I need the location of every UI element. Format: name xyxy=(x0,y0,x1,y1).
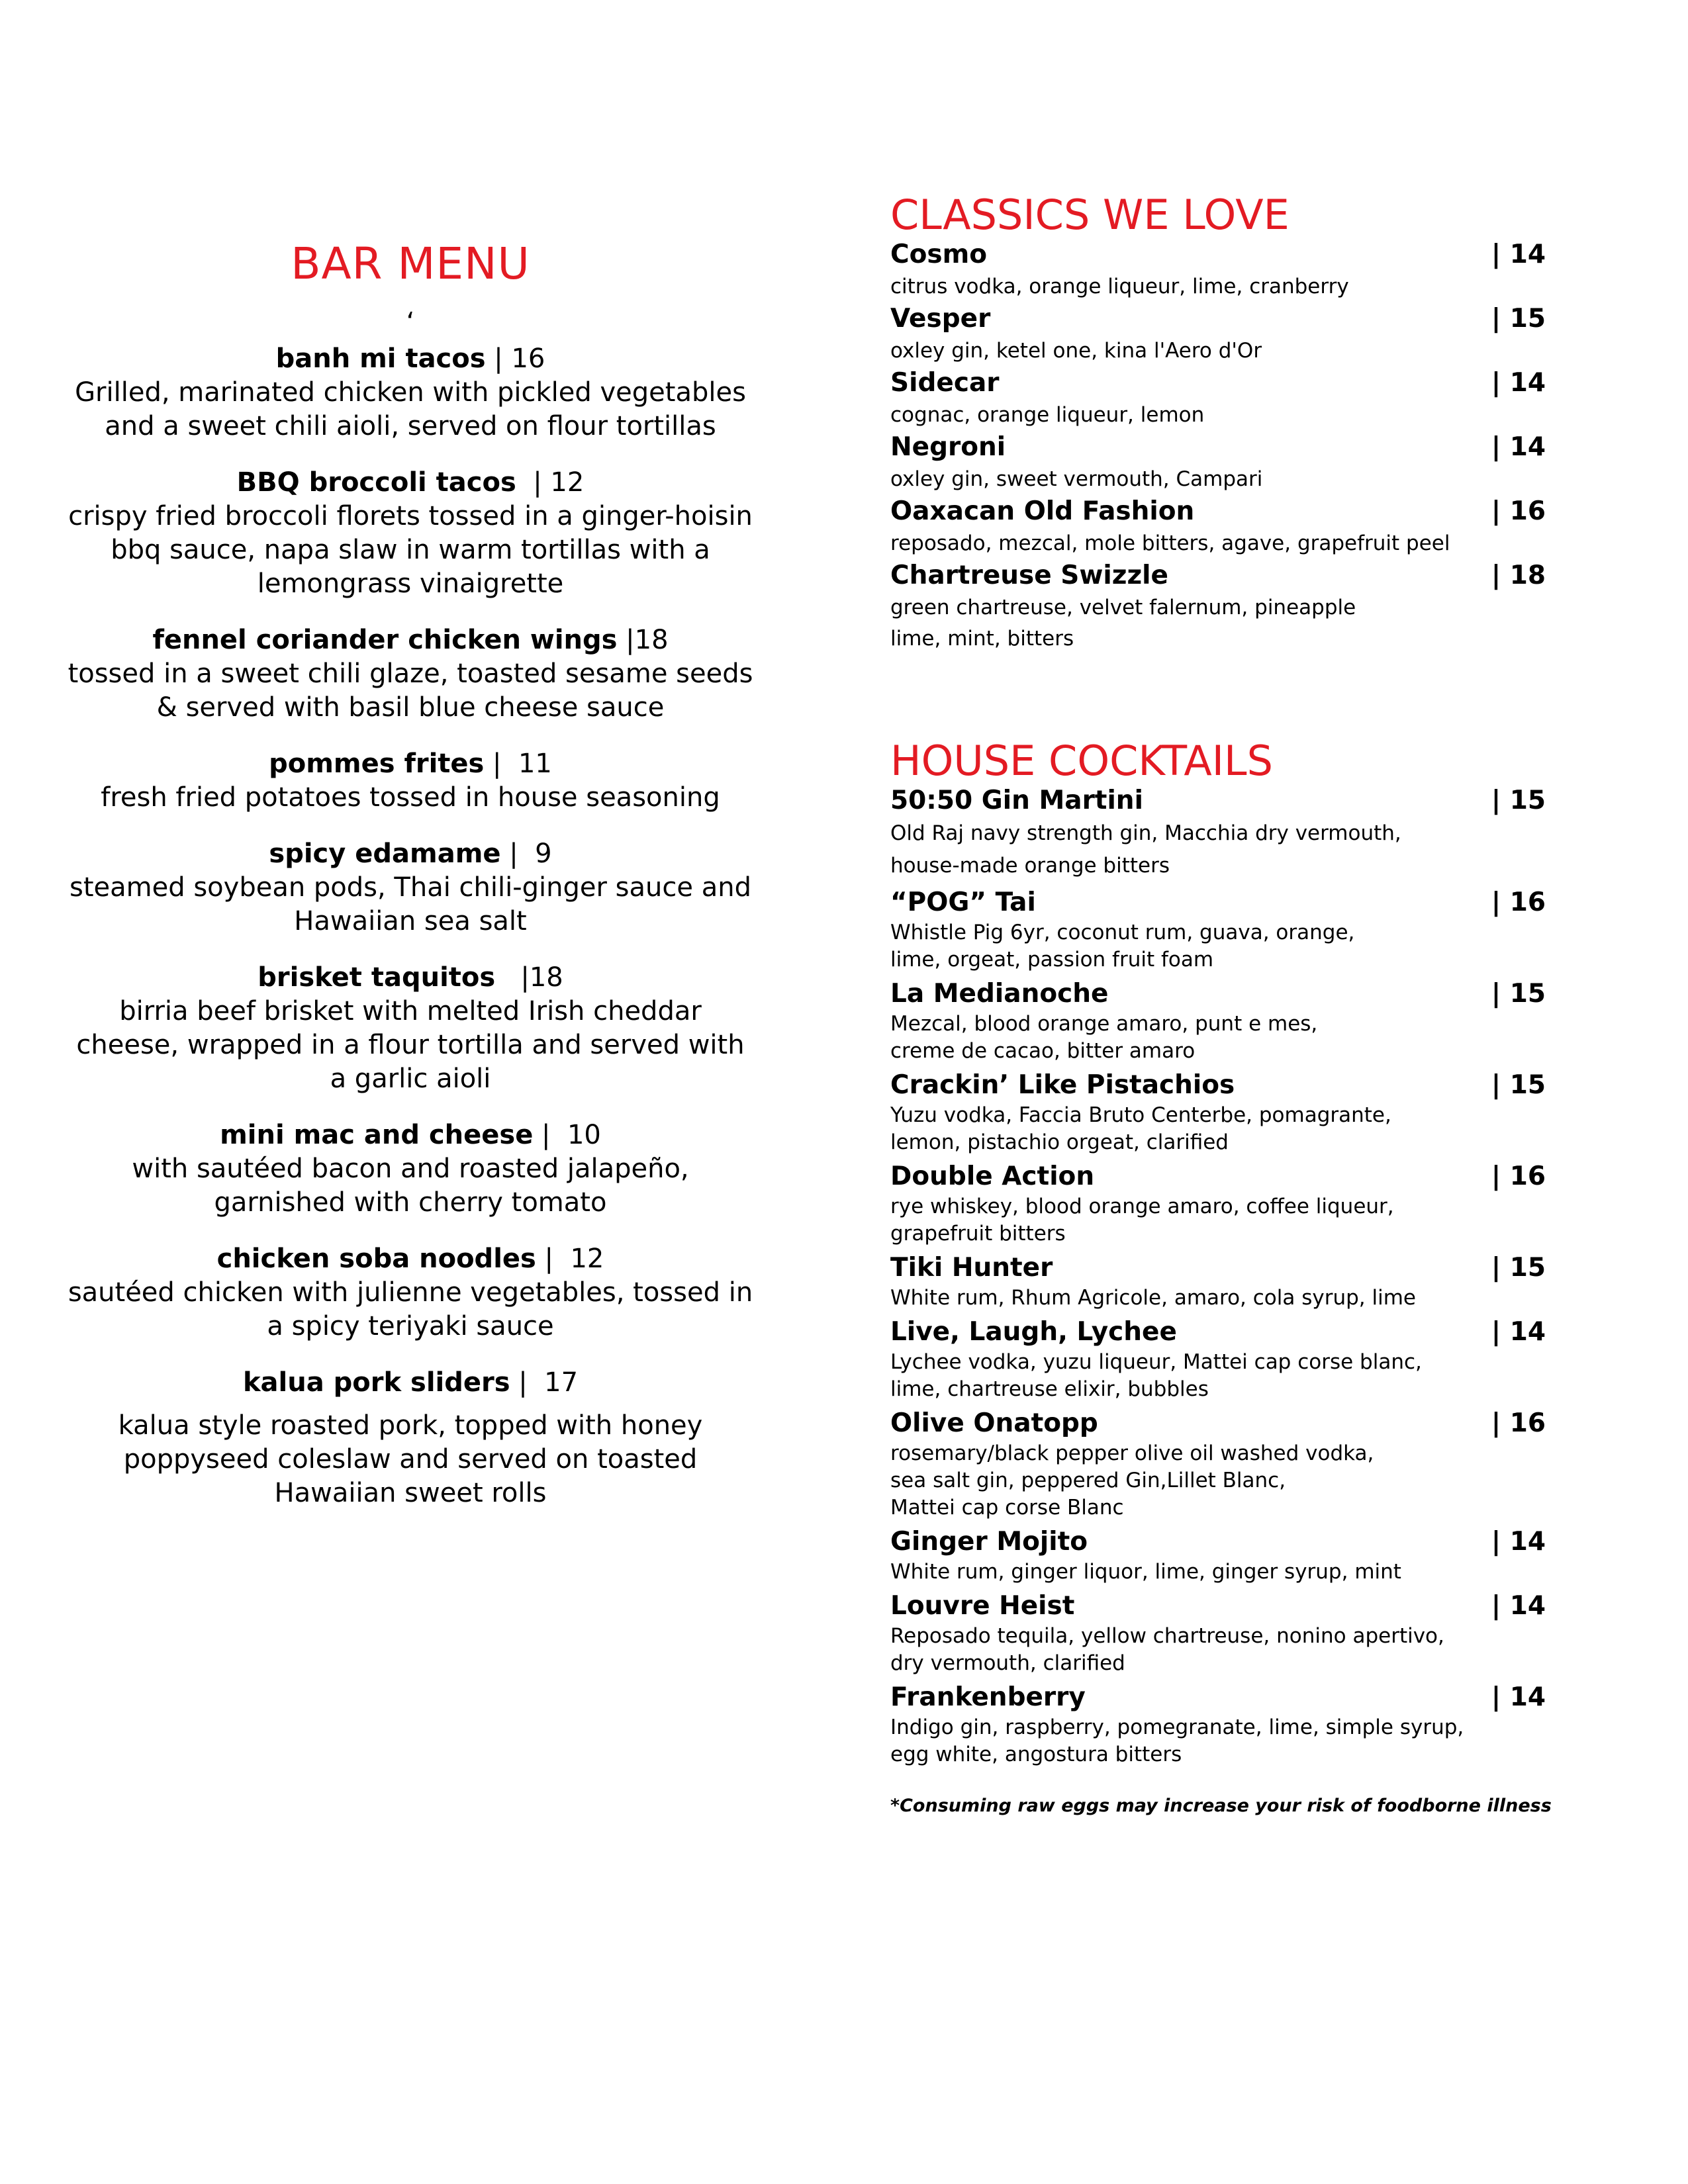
drink-description: cognac, orange liqueur, lemon xyxy=(890,403,1205,427)
drink-description: Indigo gin, raspberry, pomegranate, lime, simple syrup, egg white, angostura bitters xyxy=(890,1715,1464,1766)
food-list xyxy=(66,342,755,1510)
food-item-description: with sautéed bacon and roasted jalapeño, garnished with cherry tomato xyxy=(132,1154,689,1218)
drink-price: | 15 xyxy=(1491,1070,1546,1100)
food-item-description: sautéed chicken with julienne vegetables, tossed in a spicy teriyaki sauce xyxy=(68,1277,753,1342)
drink-description: Mezcal, blood orange amaro, punt e mes, creme de cacao, bitter amaro xyxy=(890,1012,1318,1063)
food-item-description: crispy fried broccoli florets tossed in a ginger-hoisin bbq sauce, napa slaw in warm tortillas with a lemongrass vinaigrette xyxy=(68,501,753,599)
drink-item xyxy=(890,495,1546,559)
food-item-description: birria beef brisket with melted Irish cheddar cheese, wrapped in a flour tortilla and served with a garlic aioli xyxy=(76,996,745,1094)
drink-name: Louvre Heist xyxy=(890,1591,1075,1621)
food-item-description: kalua style roasted pork, topped with honey poppyseed coleslaw and served on toasted Hawaiian sweet rolls xyxy=(118,1410,703,1508)
drink-name: Crackin’ Like Pistachios xyxy=(890,1070,1235,1100)
food-item xyxy=(66,837,755,938)
drink-price: | 18 xyxy=(1491,561,1546,590)
drink-item xyxy=(890,431,1546,495)
drink-description: Yuzu vodka, Faccia Bruto Centerbe, pomagrante, lemon, pistachio orgeat, clarified xyxy=(890,1103,1391,1154)
food-item xyxy=(66,623,755,725)
bar-menu-title: BAR MENU xyxy=(291,238,530,289)
food-item-price: 12 xyxy=(550,467,585,498)
drink-item xyxy=(890,1590,1546,1677)
food-item-header xyxy=(66,1118,755,1152)
food-item-separator: | xyxy=(533,1120,567,1150)
drink-description: Lychee vodka, yuzu liqueur, Mattei cap corse blanc, lime, chartreuse elixir, bubbles xyxy=(890,1350,1422,1401)
food-item xyxy=(66,747,755,815)
food-item-header xyxy=(66,342,755,376)
drink-name: Cosmo xyxy=(890,240,988,269)
drink-description: oxley gin, sweet vermouth, Campari xyxy=(890,467,1263,491)
food-item-name: mini mac and cheese xyxy=(220,1120,534,1150)
food-item-header xyxy=(66,961,755,995)
drink-item xyxy=(890,1069,1546,1156)
food-item-separator: | xyxy=(485,343,512,374)
drink-price: | 15 xyxy=(1491,979,1546,1009)
food-item-separator: | xyxy=(484,749,518,779)
food-item-description: steamed soybean pods, Thai chili-ginger sauce and Hawaiian sea salt xyxy=(70,872,751,936)
drink-description: White rum, Rhum Agricole, amaro, cola syrup, lime xyxy=(890,1286,1416,1310)
food-item-header xyxy=(66,466,755,500)
drink-price: | 14 xyxy=(1491,1317,1546,1347)
drink-description: citrus vodka, orange liqueur, lime, cranberry xyxy=(890,275,1349,298)
drink-name: Ginger Mojito xyxy=(890,1527,1088,1557)
drink-price: | 16 xyxy=(1491,1161,1546,1191)
drink-price: | 14 xyxy=(1491,368,1546,398)
drink-description: Whistle Pig 6yr, coconut rum, guava, orange, lime, orgeat, passion fruit foam xyxy=(890,921,1355,972)
drink-name: Negroni xyxy=(890,432,1006,462)
food-item-description: tossed in a sweet chili glaze, toasted sesame seeds & served with basil blue cheese sauce xyxy=(68,659,753,723)
food-item-name: pommes frites xyxy=(269,749,485,779)
drink-description: reposado, mezcal, mole bitters, agave, grapefruit peel xyxy=(890,531,1450,555)
food-item-price: 16 xyxy=(511,343,545,374)
drink-price: | 15 xyxy=(1491,1253,1546,1283)
drink-name: Tiki Hunter xyxy=(890,1253,1053,1283)
drink-item xyxy=(890,886,1546,974)
drink-item xyxy=(890,784,1546,882)
drink-item xyxy=(890,238,1546,302)
drink-price: | 16 xyxy=(1491,887,1546,917)
food-item-name: chicken soba noodles xyxy=(216,1244,536,1274)
drink-price: | 16 xyxy=(1491,496,1546,526)
drink-price: | 15 xyxy=(1491,304,1546,334)
food-item-description: Grilled, marinated chicken with pickled vegetables and a sweet chili aioli, served on flour tortillas xyxy=(75,377,746,441)
food-item-separator: | xyxy=(536,1244,571,1274)
drink-name: La Medianoche xyxy=(890,979,1109,1009)
food-item xyxy=(66,342,755,443)
drink-item xyxy=(890,1525,1546,1586)
food-item-name: brisket taquitos xyxy=(258,962,496,993)
raw-egg-footnote: *Consuming raw eggs may increase your risk of foodborne illness xyxy=(890,1796,1552,1816)
drink-description: Reposado tequila, yellow chartreuse, nonino apertivo, dry vermouth, clarified xyxy=(890,1624,1444,1675)
food-item-separator: | xyxy=(510,1367,545,1398)
drink-name: Sidecar xyxy=(890,368,1000,398)
drink-name: “POG” Tai xyxy=(890,887,1036,917)
food-item-price: 18 xyxy=(529,962,563,993)
drink-name: Frankenberry xyxy=(890,1682,1086,1712)
food-item-separator: | xyxy=(500,839,536,869)
drink-description: rye whiskey, blood orange amaro, coffee liqueur, grapefruit bitters xyxy=(890,1195,1394,1246)
drink-price: | 14 xyxy=(1491,432,1546,462)
drink-name: Oaxacan Old Fashion xyxy=(890,496,1195,526)
food-item-header xyxy=(66,747,755,781)
food-item-name: banh mi tacos xyxy=(275,343,486,374)
drink-item xyxy=(890,302,1546,367)
food-item xyxy=(66,961,755,1096)
drink-name: Live, Laugh, Lychee xyxy=(890,1317,1177,1347)
drink-item xyxy=(890,1407,1546,1522)
food-item-price: 12 xyxy=(570,1244,604,1274)
drink-price: | 14 xyxy=(1491,240,1546,269)
drink-item xyxy=(890,559,1546,655)
classics-list xyxy=(890,238,1546,655)
food-item xyxy=(66,1242,755,1343)
drink-item xyxy=(890,1160,1546,1248)
food-menu xyxy=(66,238,755,1510)
food-item-header xyxy=(66,1242,755,1276)
drink-name: 50:50 Gin Martini xyxy=(890,786,1143,815)
drink-item xyxy=(890,1316,1546,1403)
food-item-price: 17 xyxy=(544,1367,579,1398)
food-item xyxy=(66,466,755,601)
drink-price: | 14 xyxy=(1491,1591,1546,1621)
drink-item xyxy=(890,367,1546,431)
food-item-name: BBQ broccoli tacos xyxy=(236,467,516,498)
food-item-header xyxy=(66,1366,755,1400)
house-cocktails-list xyxy=(890,784,1546,1768)
drink-name: Olive Onatopp xyxy=(890,1408,1098,1438)
food-item-price: 18 xyxy=(634,625,669,655)
food-item-price: 10 xyxy=(567,1120,601,1150)
drink-price: | 14 xyxy=(1491,1527,1546,1557)
drink-description: rosemary/black pepper olive oil washed vodka, sea salt gin, peppered Gin,Lillet Blanc, Mattei cap corse Blanc xyxy=(890,1441,1374,1520)
drink-description: Old Raj navy strength gin, Macchia dry vermouth, house-made orange bitters xyxy=(890,821,1401,878)
drink-description: oxley gin, ketel one, kina l'Aero d'Or xyxy=(890,339,1262,363)
food-item-separator: | xyxy=(495,962,530,993)
food-item-price: 9 xyxy=(535,839,552,869)
drink-item xyxy=(890,1251,1546,1312)
food-item-separator: | xyxy=(617,625,635,655)
food-item-separator: | xyxy=(516,467,551,498)
food-item-header xyxy=(66,837,755,871)
food-item-price: 11 xyxy=(518,749,552,779)
drink-name: Double Action xyxy=(890,1161,1095,1191)
food-item-name: spicy edamame xyxy=(269,839,501,869)
food-item-header xyxy=(66,623,755,657)
food-item xyxy=(66,1366,755,1510)
drink-item xyxy=(890,978,1546,1065)
drink-name: Chartreuse Swizzle xyxy=(890,561,1168,590)
drink-price: | 16 xyxy=(1491,1408,1546,1438)
drink-description: green chartreuse, velvet falernum, pineapple lime, mint, bitters xyxy=(890,596,1356,651)
drink-item xyxy=(890,1681,1546,1768)
house-cocktails-title: HOUSE COCKTAILS xyxy=(890,737,1273,785)
food-item-description: fresh fried potatoes tossed in house seasoning xyxy=(101,782,720,813)
food-item-name: kalua pork sliders xyxy=(242,1367,510,1398)
food-item-name: fennel coriander chicken wings xyxy=(152,625,618,655)
classics-section xyxy=(890,192,1546,655)
drink-price: | 14 xyxy=(1491,1682,1546,1712)
classics-title: CLASSICS WE LOVE xyxy=(890,191,1289,239)
drink-description: White rum, ginger liquor, lime, ginger syrup, mint xyxy=(890,1560,1401,1584)
stray-mark: ‘ xyxy=(406,307,415,338)
food-item xyxy=(66,1118,755,1220)
drink-price: | 15 xyxy=(1491,786,1546,815)
house-cocktails-section xyxy=(890,738,1546,1772)
drink-name: Vesper xyxy=(890,304,991,334)
